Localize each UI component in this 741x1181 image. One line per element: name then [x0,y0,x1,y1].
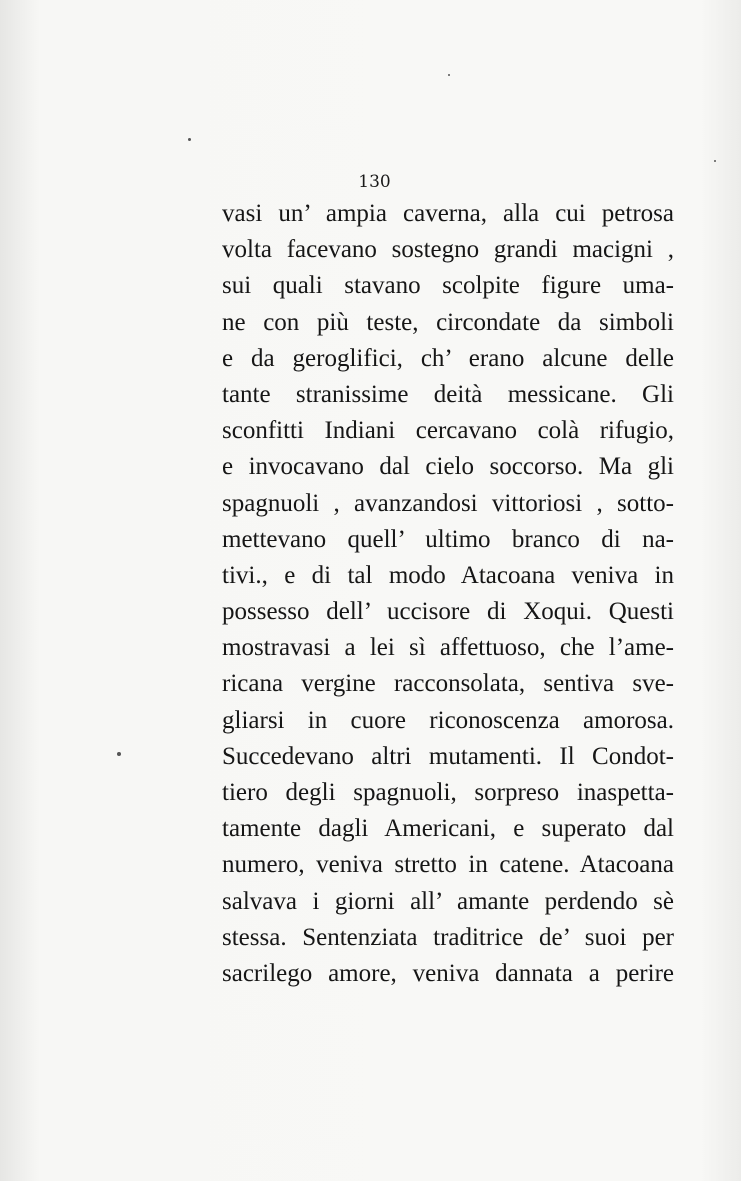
paper-speck [448,74,450,76]
text-line: ne con più teste, circondate da simboli [222,308,674,336]
paper-speck [188,138,191,141]
text-line: sacrilego amore, veniva dannata a perire [222,959,674,987]
text-line: salvava i giorni all’ amante perdendo sè [222,887,674,915]
body-text [222,196,674,992]
paper-speck [714,160,716,162]
text-line: e da geroglifici, ch’ erano alcune delle [222,344,674,372]
text-line: Succedevano altri mutamenti. Il Condot- [222,742,674,770]
text-line: mostravasi a lei sì affettuoso, che l’ame- [222,634,674,662]
text-line: tivi., e di tal modo Atacoana veniva in [222,561,674,589]
text-line: ricana vergine racconsolata, sentiva sve- [222,670,674,698]
text-line: tiero degli spagnuoli, sorpreso inaspetta- [222,779,674,806]
text-line: volta facevano sostegno grandi macigni , [222,236,674,264]
text-line: tante stranissime deità messicane. Gli [222,380,674,408]
text-line: sui quali stavano scolpite figure uma- [222,272,674,300]
text-line: stessa. Sentenziata traditrice de’ suoi per [222,923,674,951]
text-line: possesso dell’ uccisore di Xoqui. Questi [222,598,674,626]
page-number: 130 [358,172,391,192]
text-line: numero, veniva stretto in catene. Atacoana [222,851,674,879]
text-line: tamente dagli Americani, e superato dal [222,815,674,843]
text-line: vasi un’ ampia caverna, alla cui petrosa [222,200,674,227]
text-line: e invocavano dal cielo soccorso. Ma gli [222,453,674,481]
text-line: gliarsi in cuore riconoscenza amorosa. [222,706,674,734]
text-line: sconfitti Indiani cercavano colà rifugio, [222,417,674,445]
text-line: spagnuoli , avanzandosi vittoriosi , sotto- [222,489,674,517]
paper-speck [117,752,121,756]
text-line: mettevano quell’ ultimo branco di na- [222,525,674,553]
